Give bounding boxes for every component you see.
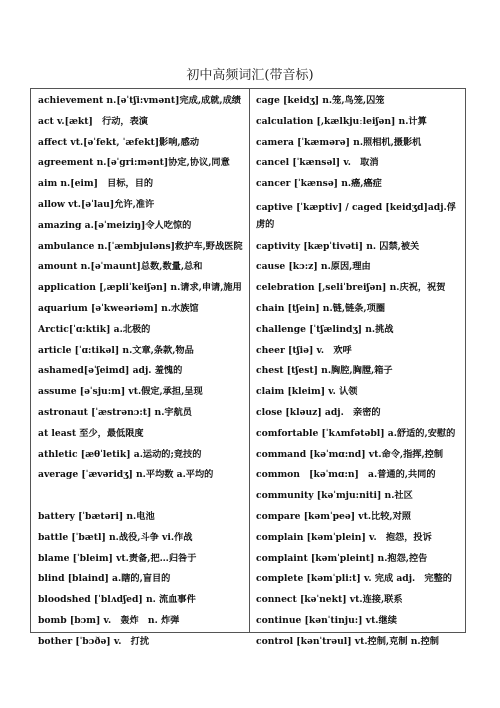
vocab-entry: agreement n.[əˈgri:mənt]协定,协议,同意 xyxy=(38,157,230,169)
vocab-entry: cause [kɔ:z] n.原因,理由 xyxy=(256,261,371,273)
vocab-entry: bomb [bɔm] v. 轰炸 n. 炸弹 xyxy=(38,615,180,626)
vocab-entry: cage [keidʒ] n.笼,鸟笼,囚笼 xyxy=(256,95,385,106)
vocab-entry: chain [tʃein] n.链,链条,项圈 xyxy=(256,303,386,314)
vocab-entry: control [kənˈtrəul] vt.控制,克制 n.控制 xyxy=(256,635,439,647)
vocab-entry: celebration [,seliˈbreiʃən] n.庆祝，祝贺 xyxy=(256,282,446,294)
vocab-entry: assume [əˈsju:m] vt.假定,承担,呈现 xyxy=(38,386,203,398)
vocab-entry: calculation [,kælkjuːleiʃən] n.计算 xyxy=(256,115,427,127)
vocab-entry: battle [ˈbætl] n.战役,斗争 vi.作战 xyxy=(38,531,193,543)
vocab-entry: blame [ˈbleim] vt.责备,把…归咎于 xyxy=(38,552,197,564)
vocab-entry: application [,æpliˈkeiʃən] n.请求,申请,施用 xyxy=(38,282,242,294)
vocab-entry: battery [ˈbætəri] n.电池 xyxy=(38,511,155,522)
vocab-entry: Arctic[ˈɑ:ktik] a.北极的 xyxy=(38,323,151,335)
vocab-entry: cancer [ˈkænsə] n.癌,癌症 xyxy=(256,178,382,190)
page-title: 初中高频词汇(带音标) xyxy=(186,68,314,83)
vocab-entry: aim n.[eim] 目标，目的 xyxy=(38,178,154,190)
vocab-entry: camera [ˈkæmərə] n.照相机,摄影机 xyxy=(256,136,422,148)
vocab-entry: cancel [ˈkænsəl] v. 取消 xyxy=(256,157,379,169)
vocab-entry: ambulance n.[ˈæmbjuləns]救护车,野战医院 xyxy=(38,240,243,252)
vocab-entry: blind [blaind] a.瞎的,盲目的 xyxy=(38,573,171,585)
right-column xyxy=(249,89,467,647)
vocab-entry: amazing a.[əˈmeiziŋ]令人吃惊的 xyxy=(38,219,192,231)
vocab-entry: chest [tʃest] n.胸腔,胸膛,箱子 xyxy=(256,365,393,377)
vocab-entry: cheer [tʃiə] v. 欢呼 xyxy=(256,344,352,356)
vocab-entry: complaint [kəmˈpleint] n.抱怨,控告 xyxy=(256,552,428,564)
vocab-entry: article [ˈɑ:tikəl] n.文章,条款,物品 xyxy=(38,344,194,356)
vocab-entry: achievement n.[əˈtʃi:vmənt]完成,成就,成绩 xyxy=(38,95,241,106)
vocab-entry: connect [kəˈnekt] vt.连接,联系 xyxy=(256,594,403,606)
vocab-entry: continue [kənˈtinju:] vt.继续 xyxy=(256,615,397,626)
vocab-entry: comfortable [ˈkʌmfətəbl] a.舒适的,安慰的 xyxy=(256,427,456,439)
vocab-entry: command [kəˈmɑ:nd] vt.命令,指挥,控制 xyxy=(256,448,444,460)
vocab-entry: ashamed[əˈʃeimd] adj. 羞愧的 xyxy=(38,365,183,377)
vocab-entry: common [kəˈmɑ:n] a.普通的,共同的 xyxy=(256,469,436,481)
vocab-entry: bother [ˈbɔðə] v. 打扰 xyxy=(38,635,150,647)
vocab-entry: captive [ˈkæptiv] / caged [keidʒd]adj.俘虏的 xyxy=(256,202,456,230)
vocab-entry: captivity [kæpˈtivəti] n. 囚禁,被关 xyxy=(256,240,420,252)
left-column xyxy=(31,89,250,647)
vocab-entry: affect vt.[əˈfekt, ˈæfekt]影响,感动 xyxy=(38,136,200,148)
vocab-entry: athletic [æθˈletik] a.运动的;竞技的 xyxy=(38,448,202,460)
vocab-entry: act v.[ækt] 行动，表演 xyxy=(38,115,148,127)
vocab-entry: close [kləuz] adj. 亲密的 xyxy=(256,407,381,418)
vocab-entry: average [ˈævəridʒ] n.平均数 a.平均的 xyxy=(38,469,214,481)
vocab-entry: aquarium [əˈkweəriəm] n.水族馆 xyxy=(38,303,199,314)
vocab-entry: amount n.[əˈmaunt]总数,数量,总和 xyxy=(38,261,203,273)
vocab-entry: bloodshed [ˈblʌdʃed] n. 流血事件 xyxy=(38,594,196,606)
vocab-entry: community [kəˈmju:niti] n.社区 xyxy=(256,490,413,502)
vocab-entry: at least 至少，最低限度 xyxy=(38,427,144,439)
vocab-entry: challenge [ˈtʃælindʒ] n.挑战 xyxy=(256,323,394,335)
vocab-entry: allow vt.[əˈlau]允许,准许 xyxy=(38,199,155,210)
vocab-entry: complete [kəmˈpli:t] v. 完成 adj. 完整的 xyxy=(256,573,452,585)
vocab-entry: compare [kəmˈpeə] vt.比较,对照 xyxy=(256,511,411,522)
vocab-entry: claim [kleim] v. 认领 xyxy=(256,386,358,398)
vocab-entry: complain [kəmˈplein] v. 抱怨，投诉 xyxy=(256,531,432,543)
vocabulary-table xyxy=(30,88,466,647)
vocab-entry: astronaut [ˈæstrənɔ:t] n.宇航员 xyxy=(38,407,192,418)
